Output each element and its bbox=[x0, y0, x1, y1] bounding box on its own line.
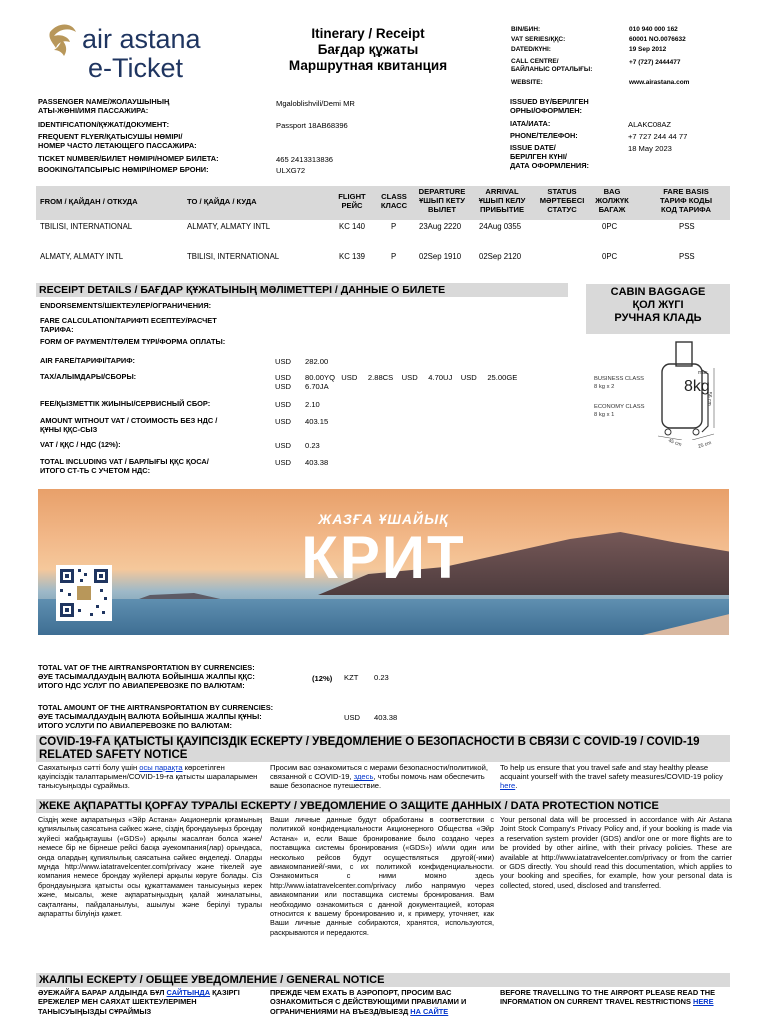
vat-by-currency-label: TOTAL VAT OF THE AIRTRANSPORTATION BY CURRENCIES: ӘУЕ ТАСЫМАЛДАУДЫҢ ВАЛЮТА БОЙЫНША ЖАЛПЫ ҚҚС: ИТОГО НДС УСЛУГ ПО АВИАПЕРЕВОЗКЕ ПО ВАЛЮТАМ: bbox=[38, 663, 255, 690]
amount-without-vat-value: 403.15 bbox=[305, 417, 329, 426]
to-cell: TBILISI, INTERNATIONAL bbox=[187, 252, 280, 261]
general-ru-link[interactable]: НА САЙТЕ bbox=[410, 1006, 449, 1016]
bin-value: 010 940 000 162 bbox=[629, 26, 678, 33]
covid-notice-ru bbox=[270, 763, 492, 791]
passenger-block bbox=[38, 98, 508, 178]
fare-calculation-label: FARE CALCULATION/ТАРИФТІ ЕСЕПТЕУ/РАСЧЕТ ТАРИФА: bbox=[40, 316, 217, 334]
phone-label: PHONE/ТЕЛЕФОН: bbox=[510, 131, 578, 140]
title-en: Itinerary / Receipt bbox=[311, 26, 425, 41]
covid-ru-text-end: , чтобы помочь нам обеспечить ваше безопасное путешествие. bbox=[270, 772, 485, 791]
flight-row bbox=[36, 252, 730, 266]
vat-series-value: 60001 NO.0076632 bbox=[629, 36, 686, 43]
class-cell: P bbox=[391, 222, 397, 231]
covid-kz-text-end: көрсетілген қауіпсіздік талаптарымен/COVID-19-ға қатысты шараларымен танысуыңызды сұраймыз. bbox=[38, 763, 258, 791]
to-cell: ALMATY, ALMATY INTL bbox=[187, 222, 271, 231]
flights-header bbox=[36, 186, 730, 220]
general-kz-text: ӘУЕЖАЙҒА БАРАР АЛДЫНДА БҰЛ bbox=[38, 988, 167, 997]
fare-cell: PSS bbox=[679, 222, 695, 231]
amount-by-currency-value: 403.38 bbox=[374, 713, 398, 722]
iata-value: ALAKC08AZ bbox=[628, 120, 672, 129]
ticket-number-value: 465 2413313836 bbox=[276, 155, 334, 164]
covid-en-text-end: . bbox=[515, 781, 518, 791]
qr-code[interactable] bbox=[56, 565, 112, 621]
general-kz-link[interactable]: САЙТЫНДА bbox=[166, 988, 211, 997]
iata-label: IATA/ИАТА: bbox=[510, 119, 551, 128]
bin-label: BIN/БИН: bbox=[511, 26, 541, 33]
col-status: STATUS МӘРТЕБЕСІ СТАТУС bbox=[539, 187, 585, 214]
tax-currency: USD USD bbox=[275, 373, 292, 391]
class-cell: P bbox=[391, 252, 397, 261]
bag-cell: 0PC bbox=[602, 252, 618, 261]
arrival-cell: 02Sep 2120 bbox=[479, 252, 522, 261]
general-notice-kz bbox=[38, 988, 264, 1016]
covid-en-link[interactable]: here bbox=[500, 781, 516, 791]
vat-value: 0.23 bbox=[305, 441, 320, 450]
general-en-link[interactable]: HERE bbox=[692, 997, 714, 1007]
vat-by-currency bbox=[38, 664, 458, 694]
call-centre-label: CALL CENTRE/ БАЙЛАНЫС ОРТАЛЫҒЫ: bbox=[511, 58, 593, 73]
flight-cell: KC 139 bbox=[339, 252, 366, 261]
general-ru-text: ПРЕЖДЕ ЧЕМ ЕХАТЬ В АЭРОПОРТ, ПРОСИМ ВАС ОЗНАКОМИТЬСЯ С ДЕЙСТВУЮЩИМИ ПРАВИЛАМИ И ОГРАНИЧЕНИЯМИ НА ВЪЕЗД/ВЫЕЗД bbox=[270, 988, 467, 1016]
passenger-name-value: Mgaloblishvili/Demi MR bbox=[276, 99, 355, 108]
col-arrival: ARRIVAL ҰШЫП КЕЛУ ПРИБЫТИЕ bbox=[478, 187, 526, 214]
identification-value: Passport 18AB68396 bbox=[276, 121, 348, 130]
general-notice-ru bbox=[270, 988, 496, 1016]
vat-by-currency-value: 0.23 bbox=[374, 673, 389, 682]
covid-notice-en bbox=[500, 763, 730, 791]
endorsements-label: ENDORSEMENTS/ШЕКТЕУЛЕР/ОГРАНИЧЕНИЯ: bbox=[40, 301, 212, 310]
dated-value: 19 Sep 2012 bbox=[629, 46, 667, 53]
col-from: FROM / ҚАЙДАН / ОТКУДА bbox=[40, 197, 138, 206]
covid-notice-title: COVID-19-ҒА ҚАТЫСТЫ ҚАУІПСІЗДІК ЕСКЕРТУ / УВЕДОМЛЕНИЕ О БЕЗОПАСНОСТИ В СВЯЗИ С COVID-19 / COVID-19 RELATED SAFETY NOTICE bbox=[36, 735, 730, 762]
general-kz-text-end: ҚАЗІРГІ ЕРЕЖЕЛЕР МЕН САЯХАТ ШЕКТЕУЛЕРІМЕН ТАНЫСУЫҢЫЗДЫ СҰРАЙМЫЗ bbox=[38, 988, 240, 1016]
amount-without-vat-currency: USD bbox=[275, 417, 292, 426]
covid-ru-text: Просим вас ознакомиться с мерами безопасности/политикой, связанной с COVID-19, bbox=[270, 763, 488, 782]
dated-label: DATED/КҮНІ: bbox=[511, 46, 551, 53]
document-title bbox=[288, 26, 448, 74]
call-centre-value: +7 (727) 2444477 bbox=[629, 59, 681, 66]
receipt-title: RECEIPT DETAILS / БАҒДАР ҚҰЖАТЫНЫҢ МӘЛІМЕТТЕРІ / ДАННЫЕ О БИЛЕТЕ bbox=[36, 283, 568, 297]
height-dimension: 56 cm bbox=[706, 392, 712, 406]
tax-value: 80.00YQ USD 2.88CS USD 4.70UJ USD 25.00GE 6.70JA bbox=[305, 373, 518, 391]
banner-city: КРИТ bbox=[301, 524, 466, 591]
issued-block bbox=[510, 98, 730, 178]
total-currency: USD bbox=[275, 458, 292, 467]
covid-kz-link[interactable]: осы парақта bbox=[139, 763, 183, 772]
col-departure: DEPARTURE ҰШЫП КЕТУ ВЫЛЕТ bbox=[418, 187, 466, 214]
identification-label: IDENTIFICATION/ҚҰЖАТ/ДОКУМЕНТ: bbox=[38, 120, 170, 129]
vat-currency: USD bbox=[275, 441, 292, 450]
from-cell: ALMATY, ALMATY INTL bbox=[40, 252, 124, 261]
covid-ru-link[interactable]: здесь bbox=[353, 772, 374, 782]
data-protection-kz: Сіздің жеке ақпаратыңыз «Эйр Астана» Акционерлік қоғамының құпиялылық саясатына сәйкес және, сіздің брондауыңыз брондау жүйесі жабдықтаушы («GDS») арқылы жасалған болса және/немесе бір не бірнеше рейсі басқа әуекомпания(лар) орындаса, онда олардың құпиялылық саясатына сәйкес өңделеді. Оларды мұнда http://www.iatatravelcenter.com/privacy және тікелей әуе компания немесе брондау жүйелері арқылы көруге болады. Сіз брондауыңызға қатысты осы құжаттамамен танысуыңыз керек және, мысалы, жеке ақпаратыңыздың қалай жиналатыны, сақталғаны, пайдаланылуы, ашылуы және берілуі туралы ақпаратты білуіңіз қажет. bbox=[38, 815, 262, 919]
fee-value: 2.10 bbox=[305, 400, 320, 409]
website-label: WEBSITE: bbox=[511, 79, 543, 86]
data-protection-ru: Ваши личные данные будут обработаны в соответствии с политикой конфиденциальности Акционерного Общества «Эйр Астана» и, если Ваше бронирование было создано через поставщика системы бронирования («GDS») и/или один или несколько рейсов будут осуществляться другой(-ими) авиакомпанией/-ями, с их политикой конфиденциальности. Ознакомиться с ними можно здесь http://www.iatatravelcenter.com/privacy либо напрямую через авиакомпании или поставщика системы бронирования. Вам необходимо ознакомиться с данной документацией, которая относится к вашему бронированию и, к примеру, уточняет, как Ваши личные данные собираются, хранятся, используются, раскрываются и передаются. bbox=[270, 815, 494, 937]
title-ru: Маршрутная квитанция bbox=[288, 58, 448, 73]
vat-label: VAT / ҚҚС / НДС (12%): bbox=[40, 440, 121, 449]
from-cell: TBILISI, INTERNATIONAL bbox=[40, 222, 133, 231]
issued-by-label: ISSUED BY/БЕРІЛГЕН ОРНЫ/ОФОРМЛЕН: bbox=[510, 97, 589, 115]
air-fare-value: 282.00 bbox=[305, 357, 329, 366]
bag-cell: 0PC bbox=[602, 222, 618, 231]
receipt-details bbox=[40, 300, 568, 475]
vat-series-label: VAT SERIES/ҚҚС: bbox=[511, 36, 566, 43]
fee-label: FEE/ҚЫЗМЕТТІК ЖИЫНЫ/СЕРВИСНЫЙ СБОР: bbox=[40, 399, 211, 408]
covid-kz-text: Саяхатыңыз сәтті болу үшін bbox=[38, 763, 140, 772]
ticket-number-label: TICKET NUMBER/БИЛЕТ НӨМІРІ/НОМЕР БИЛЕТА: bbox=[38, 154, 219, 163]
business-class-allowance: BUSINESS CLASS 8 kg x 2 bbox=[594, 376, 644, 390]
general-notice-en bbox=[500, 988, 730, 1007]
economy-class-allowance: ECONOMY CLASS 8 kg x 1 bbox=[594, 404, 645, 418]
tax-label: TAX/АЛЫМДАРЫ/СБОРЫ: bbox=[40, 372, 137, 381]
max-label: max bbox=[698, 370, 708, 376]
width-dimension: 25 cm bbox=[697, 440, 713, 450]
issue-date-value: 18 May 2023 bbox=[628, 144, 672, 153]
arrival-cell: 24Aug 0355 bbox=[479, 222, 522, 231]
col-class: CLASS КЛАСС bbox=[380, 192, 408, 210]
vat-by-currency-cur: KZT bbox=[344, 673, 359, 682]
cabin-baggage-title: CABIN BAGGAGE ҚОЛ ЖҮГІ РУЧНАЯ КЛАДЬ bbox=[586, 284, 730, 334]
amount-by-currency-label: TOTAL AMOUNT OF THE AIRTRANSPORTATION BY CURRENCIES: ӘУЕ ТАСЫМАЛДАУДЫҢ ВАЛЮТА БОЙЫНША ЖАЛПЫ ҚҰНЫ: ИТОГО УСЛУГИ ПО АВИАПЕРЕВОЗКЕ ПО ВАЛЮТАМ: bbox=[38, 703, 274, 730]
passenger-name-label: PASSENGER NAME/ЖОЛАУШЫНЫҢ АТЫ-ЖӨНІ/ИМЯ ПАССАЖИРА: bbox=[38, 97, 170, 115]
air-astana-logo-icon bbox=[44, 20, 80, 60]
data-protection-title: ЖЕКЕ АҚПАРАТТЫ ҚОРҒАУ ТУРАЛЫ ЕСКЕРТУ / УВЕДОМЛЕНИЕ О ЗАЩИТЕ ДАННЫХ / DATA PROTECTION NOTICE bbox=[36, 799, 730, 813]
general-notice-title: ЖАЛПЫ ЕСКЕРТУ / ОБЩЕЕ УВЕДОМЛЕНИЕ / GENERAL NOTICE bbox=[36, 973, 730, 987]
booking-value: ULXG72 bbox=[276, 166, 306, 175]
amount-by-currency-cur: USD bbox=[344, 713, 361, 722]
data-protection-en: Your personal data will be processed in accordance with Air Astana Joint Stock Company's Privacy Policy and, if your booking is made via a reservation system provider (GDS) and/or one or more flights are to be provided by other airline, with their privacy policies. These are available at http://www.iatatravelcenter.com/privacy or from the carrier or GDS directly. You should read this documentation, which applies to your booking and specifies, for example, how your personal data is collected, stored, used, disclosed and transferred. bbox=[500, 815, 732, 890]
weight-label: 8kg bbox=[684, 378, 710, 395]
depth-dimension: 45 cm bbox=[667, 437, 683, 449]
col-to: TO / ҚАЙДА / КУДА bbox=[187, 197, 257, 206]
promo-banner[interactable] bbox=[38, 489, 729, 635]
vat-by-currency-pct: (12%) bbox=[312, 674, 333, 683]
issue-date-label: ISSUE DATE/ БЕРІЛГЕН КҮНІ/ ДАТА ОФОРМЛЕНИЯ: bbox=[510, 143, 590, 170]
phone-value: +7 727 244 44 77 bbox=[628, 132, 688, 141]
flight-row bbox=[36, 222, 730, 236]
air-fare-currency: USD bbox=[275, 357, 292, 366]
amount-by-currency bbox=[38, 704, 458, 734]
departure-cell: 23Aug 2220 bbox=[419, 222, 462, 231]
covid-en-text: To help us ensure that you travel safe and stay healthy please acquaint yourself with the travel safety measures/COVID-19 policy bbox=[500, 763, 723, 782]
col-flight: FLIGHT РЕЙС bbox=[338, 192, 366, 210]
col-bag: BAG ЖОЛЖҮК БАГАЖ bbox=[595, 187, 629, 214]
general-en-text: BEFORE TRAVELLING TO THE AIRPORT PLEASE READ THE INFORMATION ON CURRENT TRAVEL RESTRICTIONS bbox=[500, 988, 716, 1007]
sea-shape bbox=[38, 599, 729, 635]
banner-tagline: ЖАЗҒА ҰШАЙЫҚ bbox=[318, 511, 449, 527]
website-value: www.airastana.com bbox=[629, 79, 690, 86]
amount-without-vat-label: AMOUNT WITHOUT VAT / СТОИМОСТЬ БЕЗ НДС / ҚҰНЫ ҚҚС-СЫЗ bbox=[40, 416, 218, 434]
brand-logo bbox=[44, 20, 224, 84]
total-value: 403.38 bbox=[305, 458, 329, 467]
col-fare-basis: FARE BASIS ТАРИФ КОДЫ КОД ТАРИФА bbox=[659, 187, 713, 214]
brand-name: air astana bbox=[82, 24, 201, 54]
brand-eticket: e-Ticket bbox=[88, 53, 184, 83]
total-label: TOTAL INCLUDING VAT / БАРЛЫҒЫ ҚҚС ҚОСА/ ИТОГО СТ-ТЬ С УЧЕТОМ НДС: bbox=[40, 457, 209, 475]
flight-cell: KC 140 bbox=[339, 222, 366, 231]
fare-cell: PSS bbox=[679, 252, 695, 261]
air-fare-label: AIR FARE/ТАРИФІ/ТАРИФ: bbox=[40, 356, 135, 365]
fee-currency: USD bbox=[275, 400, 292, 409]
payment-label: FORM OF PAYMENT/ТӨЛЕМ ТҮРІ/ФОРМА ОПЛАТЫ: bbox=[40, 337, 226, 346]
title-kz: Бағдар құжаты bbox=[317, 42, 419, 57]
covid-notice-kz bbox=[38, 763, 262, 791]
frequent-flyer-label: FREQUENT FLYER/ҚАТЫСУШЫ НӨМІРІ/ НОМЕР ЧАСТО ЛЕТАЮЩЕГО ПАССАЖИРА: bbox=[38, 132, 197, 150]
departure-cell: 02Sep 1910 bbox=[419, 252, 462, 261]
booking-label: BOOKING/ТАПСЫРЫС НӨМІРІ/НОМЕР БРОНИ: bbox=[38, 165, 209, 174]
cabin-baggage-info bbox=[586, 336, 730, 460]
